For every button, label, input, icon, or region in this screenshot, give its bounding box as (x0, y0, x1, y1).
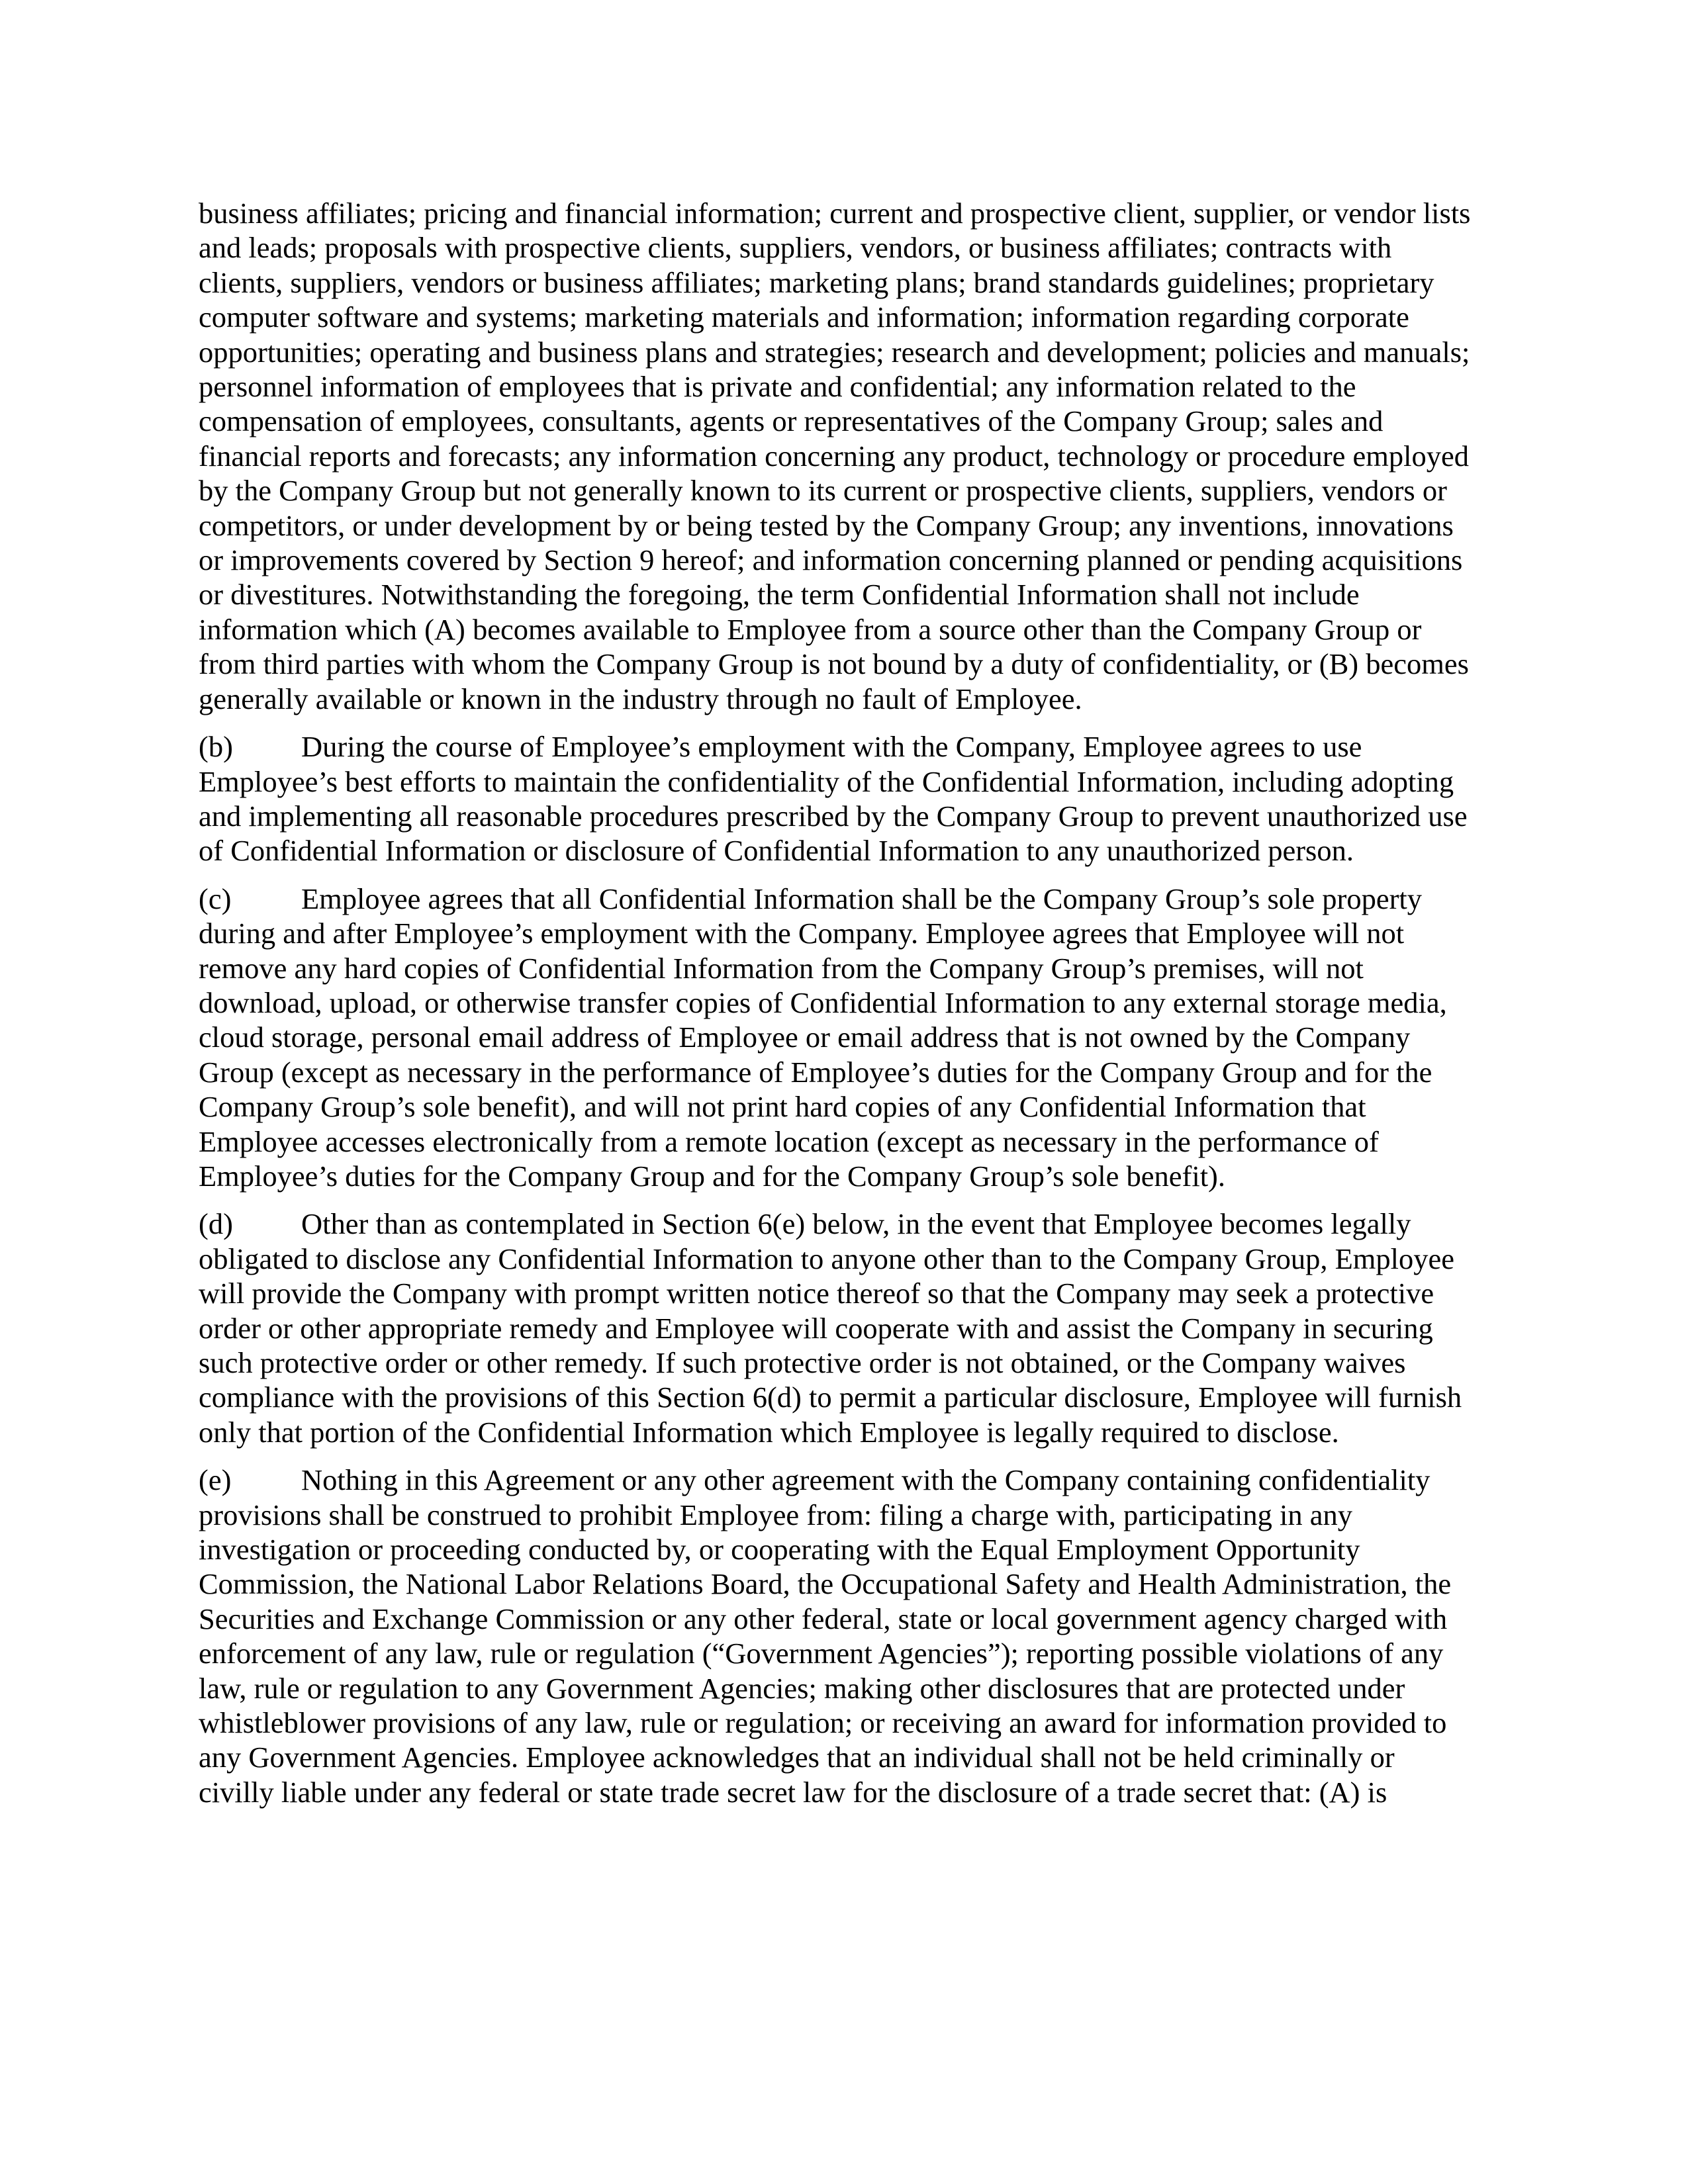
section-label: (e) (199, 1463, 232, 1497)
section-text: During the course of Employee’s employment with the Company, Employee agrees to use Employee’s best efforts to maintain the confidentiality of the Confidential Information, including adopting and implementing all reasonable procedures prescribed by the Company Group to prevent unauthorized use of Confidential Information or disclosure of Confidential Information to any unauthorized person. (199, 730, 1468, 868)
section-text: Other than as contemplated in Section 6(e) below, in the event that Employee becomes legally obligated to disclose any Confidential Information to anyone other than to the Company Group, Employee will provide the Company with prompt written notice thereof so that the Company may seek a protective order or other appropriate remedy and Employee will cooperate with and assist the Company in securing such protective order or other remedy. If such protective order is not obtained, or the Company waives compliance with the provisions of this Section 6(d) to permit a particular disclosure, Employee will furnish only that portion of the Confidential Information which Employee is legally required to disclose. (199, 1207, 1462, 1449)
section-e (199, 1463, 1476, 1809)
document-page (199, 196, 1476, 1823)
section-d (199, 1206, 1476, 1449)
section-label: (d) (199, 1207, 233, 1241)
section-b (199, 729, 1476, 868)
section-label: (c) (199, 882, 232, 915)
section-text: Employee agrees that all Confidential Information shall be the Company Group’s sole property during and after Employee’s employment with the Company. Employee agrees that Employee will not remove any hard copies of Confidential Information from the Company Group’s premises, will not download, upload, or otherwise transfer copies of Confidential Information to any external storage media, cloud storage, personal email address of Employee or email address that is not owned by the Company Group (except as necessary in the performance of Employee’s duties for the Company Group and for the Company Group’s sole benefit), and will not print hard copies of any Confidential Information that Employee accesses electronically from a remote location (except as necessary in the performance of Employee’s duties for the Company Group and for the Company Group’s sole benefit). (199, 882, 1447, 1193)
paragraph-a-continuation: business affiliates; pricing and financial information; current and prospective client, supplier, or vendor lists and leads; proposals with prospective clients, suppliers, vendors, or business affiliates; contracts with clients, suppliers, vendors or business affiliates; marketing plans; brand standards guidelines; proprietary computer software and systems; marketing materials and information; information regarding corporate opportunities; operating and business plans and strategies; research and development; policies and manuals; personnel information of employees that is private and confidential; any information related to the compensation of employees, consultants, agents or representatives of the Company Group; sales and financial reports and forecasts; any information concerning any product, technology or procedure employed by the Company Group but not generally known to its current or prospective clients, suppliers, vendors or competitors, or under development by or being tested by the Company Group; any inventions, innovations or improvements covered by Section 9 hereof; and information concerning planned or pending acquisitions or divestitures. Notwithstanding the foregoing, the term Confidential Information shall not include information which (A) becomes available to Employee from a source other than the Company Group or from third parties with whom the Company Group is not bound by a duty of confidentiality, or (B) becomes generally available or known in the industry through no fault of Employee. (199, 197, 1471, 715)
section-c (199, 882, 1476, 1194)
section-label: (b) (199, 730, 233, 764)
section-text: Nothing in this Agreement or any other agreement with the Company containing confidentiality provisions shall be construed to prohibit Employee from: filing a charge with, participating in any investigation or proceeding conducted by, or cooperating with the Equal Employment Opportunity Commission, the National Labor Relations Board, the Occupational Safety and Health Administration, the Securities and Exchange Commission or any other federal, state or local government agency charged with enforcement of any law, rule or regulation (“Government Agencies”); reporting possible violations of any law, rule or regulation to any Government Agencies; making other disclosures that are protected under whistleblower provisions of any law, rule or regulation; or receiving an award for information provided to any Government Agencies. Employee acknowledges that an individual shall not be held criminally or civilly liable under any federal or state trade secret law for the disclosure of a trade secret that: (A) is (199, 1463, 1452, 1809)
